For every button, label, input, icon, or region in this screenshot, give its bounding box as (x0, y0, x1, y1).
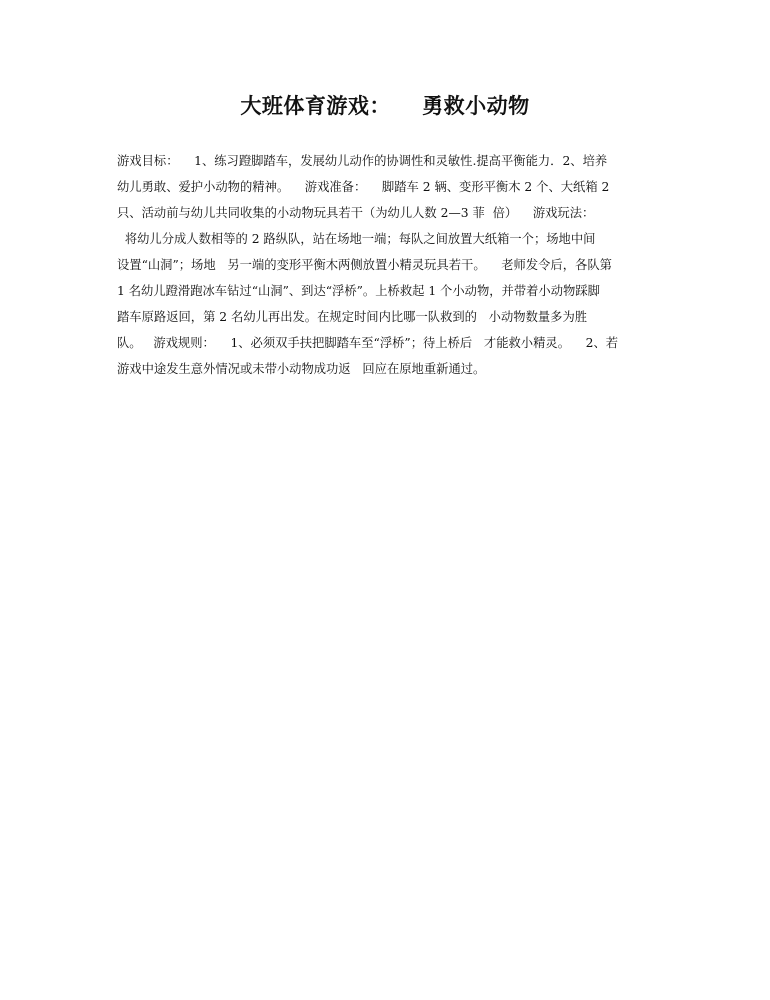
body-line: 将幼儿分成人数相等的 2 路纵队，站在场地一端；每队之间放置大纸箱一个；场地中间 (117, 232, 596, 246)
body-line: 只、活动前与幼儿共同收集的小动物玩具若干（为幼儿人数 2—3 菲 倍） 游戏玩法： (117, 206, 595, 220)
body-line: 游戏目标： 1、练习蹬脚踏车，发展幼儿动作的协调性和灵敏性.提高平衡能力．2、培养 (117, 154, 608, 168)
body-line: 踏车原路返回，第 2 名幼儿再出发。在规定时间内比哪一队救到的 小动物数量多为胜 (117, 310, 588, 324)
body-line: 设置“山洞”；场地 另一端的变形平衡木两侧放置小精灵玩具若干。 老师发令后，各队第 (117, 258, 612, 272)
body-line: 游戏中途发生意外情况或未带小动物成功返 回应在原地重新通过。 (117, 362, 486, 376)
document-body (117, 148, 657, 382)
body-line: 队。 游戏规则： 1、必须双手扶把脚踏车至“浮桥”；待上桥后 才能救小精灵。 2、若 (117, 336, 619, 350)
body-line: 幼儿勇敢、爱护小动物的精神。 游戏准备： 脚踏车 2 辆、变形平衡木 2 个、大纸箱 2 (117, 180, 610, 194)
document-title: 大班体育游戏： 勇救小动物 (240, 93, 530, 118)
body-line: 1 名幼儿蹬滑跑冰车钻过“山洞”、到达“浮桥”。上桥救起 1 个小动物，并带着小动物踩脚 (117, 284, 600, 298)
